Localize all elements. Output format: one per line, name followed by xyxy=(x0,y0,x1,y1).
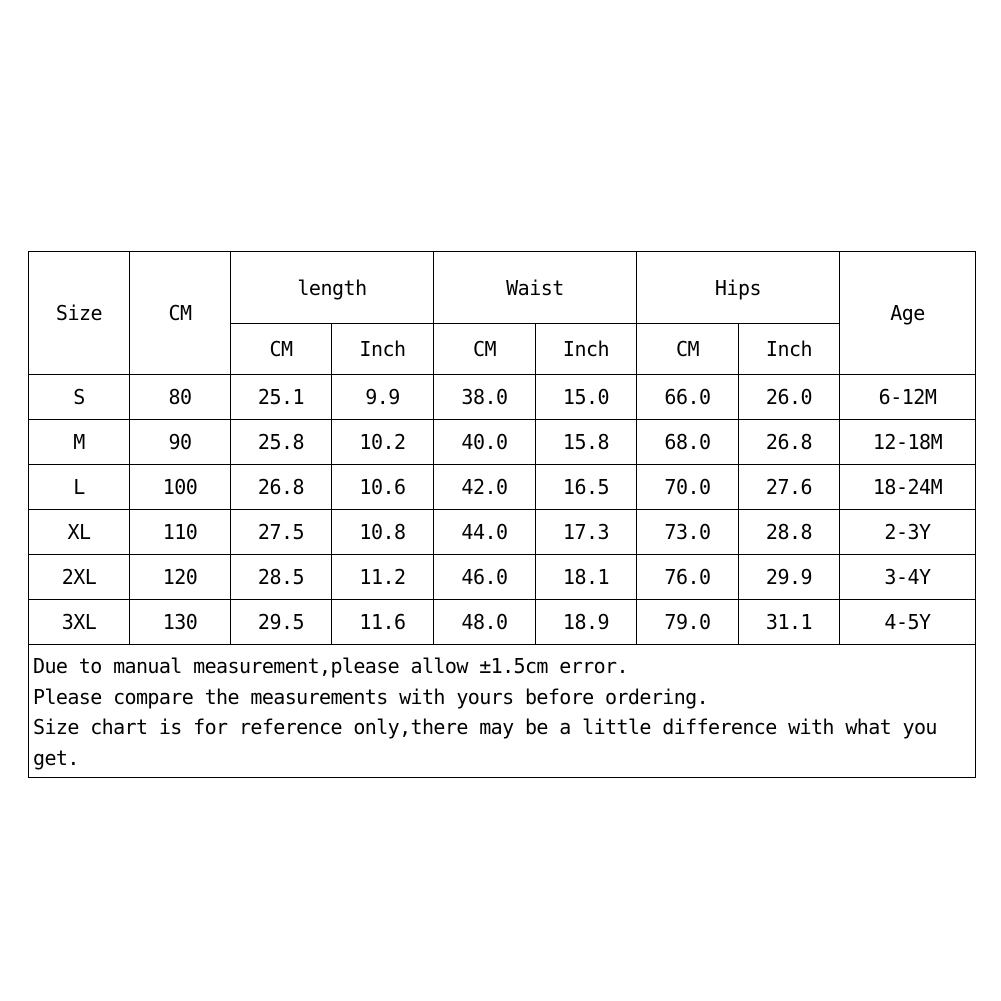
table-row xyxy=(29,600,976,645)
cell-length-inch: 10.8 xyxy=(332,510,434,555)
cell-cm: 110 xyxy=(130,510,231,555)
cell-length-cm: 25.1 xyxy=(231,375,332,420)
subheader-length-cm: CM xyxy=(231,324,332,375)
cell-hips-inch: 29.9 xyxy=(739,555,840,600)
subheader-waist-inch: Inch xyxy=(536,324,637,375)
table-row xyxy=(29,510,976,555)
note-reference-only: Size chart is for reference only,there may be a little difference with what you get. xyxy=(33,715,937,770)
cell-waist-inch: 15.0 xyxy=(536,375,637,420)
cell-hips-inch: 27.6 xyxy=(739,465,840,510)
header-waist: Waist xyxy=(434,252,637,324)
cell-age: 6-12M xyxy=(840,375,976,420)
subheader-waist-cm: CM xyxy=(434,324,536,375)
cell-hips-cm: 76.0 xyxy=(637,555,739,600)
table-row xyxy=(29,465,976,510)
cell-age: 12-18M xyxy=(840,420,976,465)
cell-age: 2-3Y xyxy=(840,510,976,555)
cell-cm: 100 xyxy=(130,465,231,510)
cell-hips-inch: 28.8 xyxy=(739,510,840,555)
cell-hips-inch: 26.0 xyxy=(739,375,840,420)
cell-cm: 130 xyxy=(130,600,231,645)
cell-size: S xyxy=(29,375,130,420)
cell-hips-inch: 31.1 xyxy=(739,600,840,645)
cell-size: XL xyxy=(29,510,130,555)
note-measurement-error: Due to manual measurement,please allow ±1.5cm error. xyxy=(33,654,628,678)
notes-cell xyxy=(29,645,976,778)
table-row xyxy=(29,375,976,420)
cell-hips-inch: 26.8 xyxy=(739,420,840,465)
cell-length-inch: 9.9 xyxy=(332,375,434,420)
header-hips: Hips xyxy=(637,252,840,324)
cell-length-cm: 29.5 xyxy=(231,600,332,645)
subheader-length-inch: Inch xyxy=(332,324,434,375)
cell-size: 3XL xyxy=(29,600,130,645)
cell-waist-inch: 18.1 xyxy=(536,555,637,600)
cell-waist-inch: 17.3 xyxy=(536,510,637,555)
cell-waist-inch: 15.8 xyxy=(536,420,637,465)
header-row-main xyxy=(29,252,976,324)
cell-length-cm: 27.5 xyxy=(231,510,332,555)
table-row xyxy=(29,555,976,600)
notes-row xyxy=(29,645,976,778)
cell-hips-cm: 68.0 xyxy=(637,420,739,465)
header-size: Size xyxy=(29,252,130,375)
subheader-hips-inch: Inch xyxy=(739,324,840,375)
cell-size: L xyxy=(29,465,130,510)
cell-length-inch: 10.2 xyxy=(332,420,434,465)
note-compare-measurements: Please compare the measurements with yours before ordering. xyxy=(33,684,709,709)
cell-waist-cm: 48.0 xyxy=(434,600,536,645)
cell-age: 3-4Y xyxy=(840,555,976,600)
cell-waist-cm: 44.0 xyxy=(434,510,536,555)
cell-cm: 90 xyxy=(130,420,231,465)
cell-waist-cm: 38.0 xyxy=(434,375,536,420)
cell-age: 18-24M xyxy=(840,465,976,510)
cell-length-cm: 28.5 xyxy=(231,555,332,600)
table-row xyxy=(29,420,976,465)
cell-age: 4-5Y xyxy=(840,600,976,645)
cell-length-cm: 26.8 xyxy=(231,465,332,510)
cell-hips-cm: 66.0 xyxy=(637,375,739,420)
size-chart-table xyxy=(28,251,976,778)
cell-waist-inch: 16.5 xyxy=(536,465,637,510)
cell-cm: 80 xyxy=(130,375,231,420)
cell-length-inch: 10.6 xyxy=(332,465,434,510)
cell-size: 2XL xyxy=(29,555,130,600)
cell-length-inch: 11.6 xyxy=(332,600,434,645)
cell-waist-cm: 40.0 xyxy=(434,420,536,465)
cell-length-cm: 25.8 xyxy=(231,420,332,465)
cell-cm: 120 xyxy=(130,555,231,600)
header-length: length xyxy=(231,252,434,324)
cell-hips-cm: 70.0 xyxy=(637,465,739,510)
cell-length-inch: 11.2 xyxy=(332,555,434,600)
cell-waist-inch: 18.9 xyxy=(536,600,637,645)
cell-waist-cm: 46.0 xyxy=(434,555,536,600)
subheader-hips-cm: CM xyxy=(637,324,739,375)
cell-size: M xyxy=(29,420,130,465)
cell-hips-cm: 73.0 xyxy=(637,510,739,555)
header-age: Age xyxy=(840,252,976,375)
header-cm: CM xyxy=(130,252,231,375)
cell-waist-cm: 42.0 xyxy=(434,465,536,510)
cell-hips-cm: 79.0 xyxy=(637,600,739,645)
